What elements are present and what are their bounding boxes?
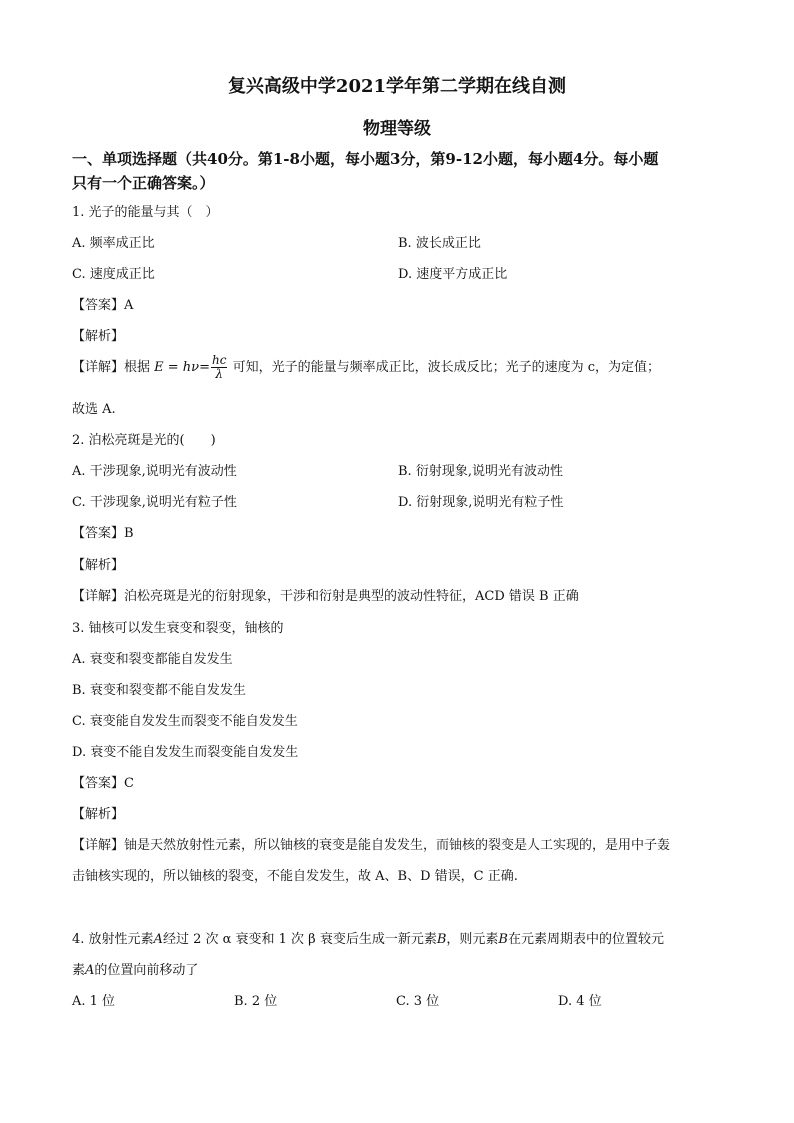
q3-analysis-label: 【解析】 xyxy=(72,807,125,822)
q3-stem: 3. 铀核可以发生衰变和裂变，铀核的 xyxy=(72,621,284,636)
q3-option-a: A. 衰变和裂变都能自发发生 xyxy=(72,652,233,667)
q2-option-b: B. 衍射现象,说明光有波动性 xyxy=(398,464,563,479)
q1-formula-numerator: hc xyxy=(211,353,227,367)
q3-option-b: B. 衰变和裂变都不能自发发生 xyxy=(72,683,246,698)
q2-option-c: C. 干涉现象,说明光有粒子性 xyxy=(72,495,237,510)
q4-element-b: B xyxy=(498,932,508,947)
section-heading-line2: 只有一个正确答案。） xyxy=(72,174,215,192)
q4-element-a: A xyxy=(85,963,95,978)
q4-stem-text: 在元素周期表中的位置较元 xyxy=(507,932,664,947)
q4-element-a: A xyxy=(153,932,163,947)
q3-option-d: D. 衰变不能自发发生而裂变能自发发生 xyxy=(72,745,299,760)
q1-option-b: B. 波长成正比 xyxy=(398,236,481,251)
q1-stem: 1. 光子的能量与其（ ） xyxy=(72,205,219,220)
q1-formula-denominator: λ xyxy=(215,367,224,381)
q4-option-d: D. 4 位 xyxy=(558,994,602,1009)
q1-option-c: C. 速度成正比 xyxy=(72,267,155,282)
q4-option-c: C. 3 位 xyxy=(396,994,440,1009)
q1-conclusion: 故选 A. xyxy=(72,402,116,417)
q4-stem-text: 的位置向前移动了 xyxy=(94,963,199,978)
q1-analysis-label: 【解析】 xyxy=(72,329,125,344)
q4-element-b: B xyxy=(436,932,447,947)
q2-detail: 【详解】泊松亮斑是光的衍射现象，干涉和衍射是典型的波动性特征，ACD 错误 B 正确 xyxy=(72,589,579,604)
q4-stem-line2 xyxy=(72,959,198,978)
q4-stem-text: 素 xyxy=(72,963,86,978)
q2-option-a: A. 干涉现象,说明光有波动性 xyxy=(72,464,237,479)
q1-option-d: D. 速度平方成正比 xyxy=(398,267,508,282)
q1-formula-lhs: E = hν= xyxy=(154,360,210,375)
q1-detail xyxy=(72,354,660,381)
q4-option-a: A. 1 位 xyxy=(72,994,116,1009)
q2-analysis-label: 【解析】 xyxy=(72,558,125,573)
q2-answer: 【答案】B xyxy=(72,526,134,541)
q1-formula-fraction xyxy=(211,354,227,381)
q3-answer: 【答案】C xyxy=(72,776,134,791)
q1-detail-suffix: 可知，光子的能量与频率成正比，波长成反比；光子的速度为 c，为定值； xyxy=(232,360,660,375)
page-title: 复兴高级中学2021学年第二学期在线自测 xyxy=(227,76,567,97)
q4-stem-text: ，则元素 xyxy=(446,932,499,947)
q3-detail-line1: 【详解】铀是天然放射性元素，所以铀核的衰变是能自发发生，而铀核的裂变是人工实现的，是用中子轰 xyxy=(72,838,671,853)
q4-stem-text: 经过 2 次 α 衰变和 1 次 β 衰变后生成一新元素 xyxy=(162,932,437,947)
q2-option-d: D. 衍射现象,说明光有粒子性 xyxy=(398,495,564,510)
page-subtitle: 物理等级 xyxy=(363,119,431,139)
q4-stem-line1 xyxy=(72,928,664,947)
q3-option-c: C. 衰变能自发发生而裂变不能自发发生 xyxy=(72,714,298,729)
q1-option-a: A. 频率成正比 xyxy=(72,236,155,251)
q1-detail-prefix: 【详解】根据 xyxy=(72,360,151,375)
q4-stem-text: 4. 放射性元素 xyxy=(72,932,154,947)
section-heading-line1: 一、单项选择题（共40分。第1-8小题，每小题3分，第9-12小题，每小题4分。每小题 xyxy=(72,150,659,168)
q4-option-b: B. 2 位 xyxy=(234,994,278,1009)
q3-detail-line2: 击铀核实现的，所以铀核的裂变，不能自发发生，故 A、B、D 错误，C 正确. xyxy=(72,869,518,884)
q2-stem: 2. 泊松亮斑是光的( ) xyxy=(72,433,216,448)
q1-answer: 【答案】A xyxy=(72,298,134,313)
